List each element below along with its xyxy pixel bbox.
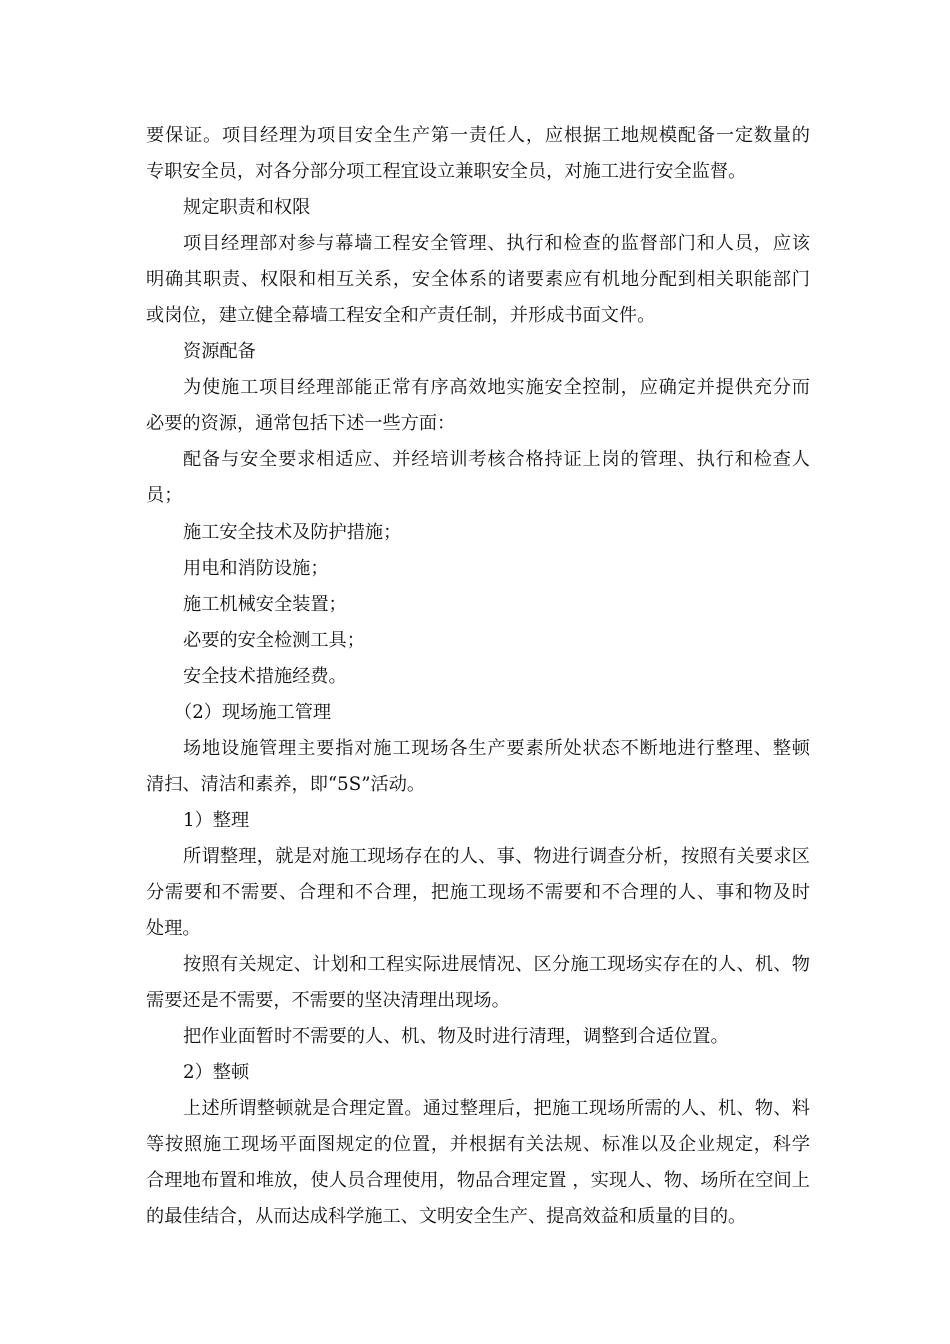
list-item: 施工安全技术及防护措施； — [183, 521, 402, 543]
text-line: 需要还是不需要，不需要的坚决清理出现场。 — [146, 990, 510, 1012]
text-line: 项目经理部对参与幕墙工程安全管理、执行和检查的监督部门和人员，应该 — [183, 233, 810, 255]
text-line: 要保证。项目经理为项目安全生产第一责任人，应根据工地规模配备一定数量的 — [146, 125, 810, 146]
list-item: 用电和消防设施； — [183, 557, 329, 579]
list-item: 安全技术措施经费。 — [183, 665, 347, 687]
text-line: 所谓整理，就是对施工现场存在的人、事、物进行调查分析，按照有关要求区 — [183, 845, 810, 867]
text-line: 合理地布置和堆放，使人员合理使用，物品合理定置 ，实现人、物、场所在空间上 — [146, 1170, 810, 1192]
list-item: 配备与安全要求相适应、并经培训考核合格持证上岗的管理、执行和检查人 — [183, 449, 810, 471]
section-heading: （2）现场施工管理 — [174, 701, 332, 723]
section-heading: 资源配备 — [183, 341, 256, 363]
text-line: 清扫、清洁和素养，即“5S”活动。 — [146, 773, 426, 795]
text-line: 处理。 — [146, 918, 201, 940]
body-text — [146, 118, 810, 1235]
text-line: 上述所谓整顿就是合理定置。通过整理后，把施工现场所需的人、机、物、料 — [183, 1098, 810, 1120]
text-line: 明确其职责、权限和相互关系，安全体系的诸要素应有机地分配到相关职能部门 — [146, 269, 810, 291]
list-item: 必要的安全检测工具； — [183, 629, 365, 651]
text-line: 或岗位，建立健全幕墙工程安全和产责任制，并形成书面文件。 — [146, 305, 656, 327]
subsection-heading: 2）整顿 — [183, 1062, 250, 1084]
text-line: 为使施工项目经理部能正常有序高效地实施安全控制，应确定并提供充分而 — [183, 377, 810, 399]
text-line: 按照有关规定、计划和工程实际进展情况、区分施工现场实存在的人、机、物 — [183, 954, 810, 976]
subsection-heading: 1）整理 — [183, 809, 250, 831]
text-line: 必要的资源，通常包括下述一些方面： — [146, 413, 456, 435]
text-line: 专职安全员，对各分部分项工程宜设立兼职安全员，对施工进行安全监督。 — [146, 161, 747, 183]
list-item: 员； — [146, 485, 183, 507]
text-line: 的最佳结合，从而达成科学施工、文明安全生产、提高效益和质量的目的。 — [146, 1206, 747, 1228]
list-item: 施工机械安全装置； — [183, 593, 347, 615]
text-line: 场地设施管理主要指对施工现场各生产要素所处状态不断地进行整理、整顿 — [183, 737, 810, 759]
text-line: 等按照施工现场平面图规定的位置，并根据有关法规、标准以及企业规定，科学 — [146, 1134, 810, 1156]
text-line: 分需要和不需要、合理和不合理，把施工现场不需要和不合理的人、事和物及时 — [146, 881, 810, 903]
text-line: 把作业面暂时不需要的人、机、物及时进行清理，调整到合适位置。 — [183, 1026, 729, 1048]
section-heading: 规定职责和权限 — [183, 197, 311, 219]
